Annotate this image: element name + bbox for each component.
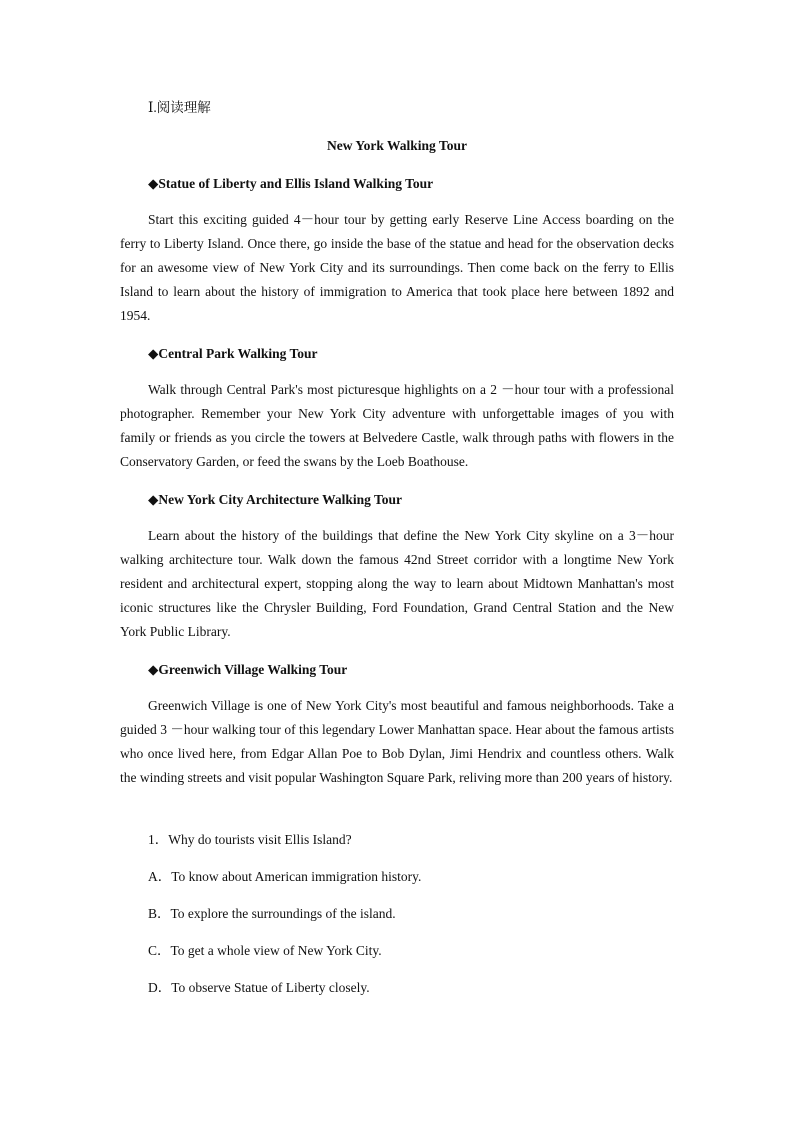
option-b: B．To explore the surroundings of the island.: [148, 906, 396, 921]
tour-heading-statue-of-liberty: ◆Statue of Liberty and Ellis Island Walking Tour: [148, 176, 434, 191]
option-a: A．To know about American immigration history.: [148, 869, 422, 884]
tour-text-greenwich-village: Greenwich Village is one of New York City's most beautiful and famous neighborhoods. Take a guided 3 －hour walking tour of this legendary Lower Manhattan space. Hear about the famous artists who once lived here, from Edgar Allan Poe to Bob Dylan, Jimi Hendrix and countless others. Walk the winding streets and visit popular Washington Square Park, reliving more than 200 years of history.: [120, 698, 674, 785]
question-1: 1．Why do tourists visit Ellis Island?: [148, 832, 352, 847]
tour-text-statue-of-liberty: Start this exciting guided 4－hour tour by getting early Reserve Line Access boarding on the ferry to Liberty Island. Once there, go inside the base of the statue and head for the observation decks for an awesome view of New York City and its surroundings. Then come back on the ferry to Ellis Island to learn about the history of immigration to America that took place here between 1892 and 1954.: [120, 212, 674, 323]
tour-text-central-park: Walk through Central Park's most picturesque highlights on a 2 －hour tour with a professional photographer. Remember your New York City adventure with unforgettable images of you with family or friends as you circle the towers at Belvedere Castle, walk through paths with flowers in the Conservatory Garden, or feed the swans by the Loeb Boathouse.: [120, 382, 674, 469]
tour-text-architecture: Learn about the history of the buildings that define the New York City skyline on a 3－hour walking architecture tour. Walk down the famous 42nd Street corridor with a longtime New York resident and architectural expert, stopping along the way to learn about Midtown Manhattan's most iconic structures like the Chrysler Building, Ford Foundation, Grand Central Station and the New York Public Library.: [120, 528, 674, 639]
tour-heading-central-park: ◆Central Park Walking Tour: [148, 346, 318, 361]
tour-heading-architecture: ◆New York City Architecture Walking Tour: [148, 492, 403, 507]
tour-heading-greenwich-village: ◆Greenwich Village Walking Tour: [148, 662, 348, 677]
option-c: C．To get a whole view of New York City.: [148, 943, 382, 958]
passage-title: New York Walking Tour: [327, 138, 467, 153]
option-d: D．To observe Statue of Liberty closely.: [148, 980, 370, 995]
section-heading: Ⅰ.阅读理解: [148, 100, 211, 115]
